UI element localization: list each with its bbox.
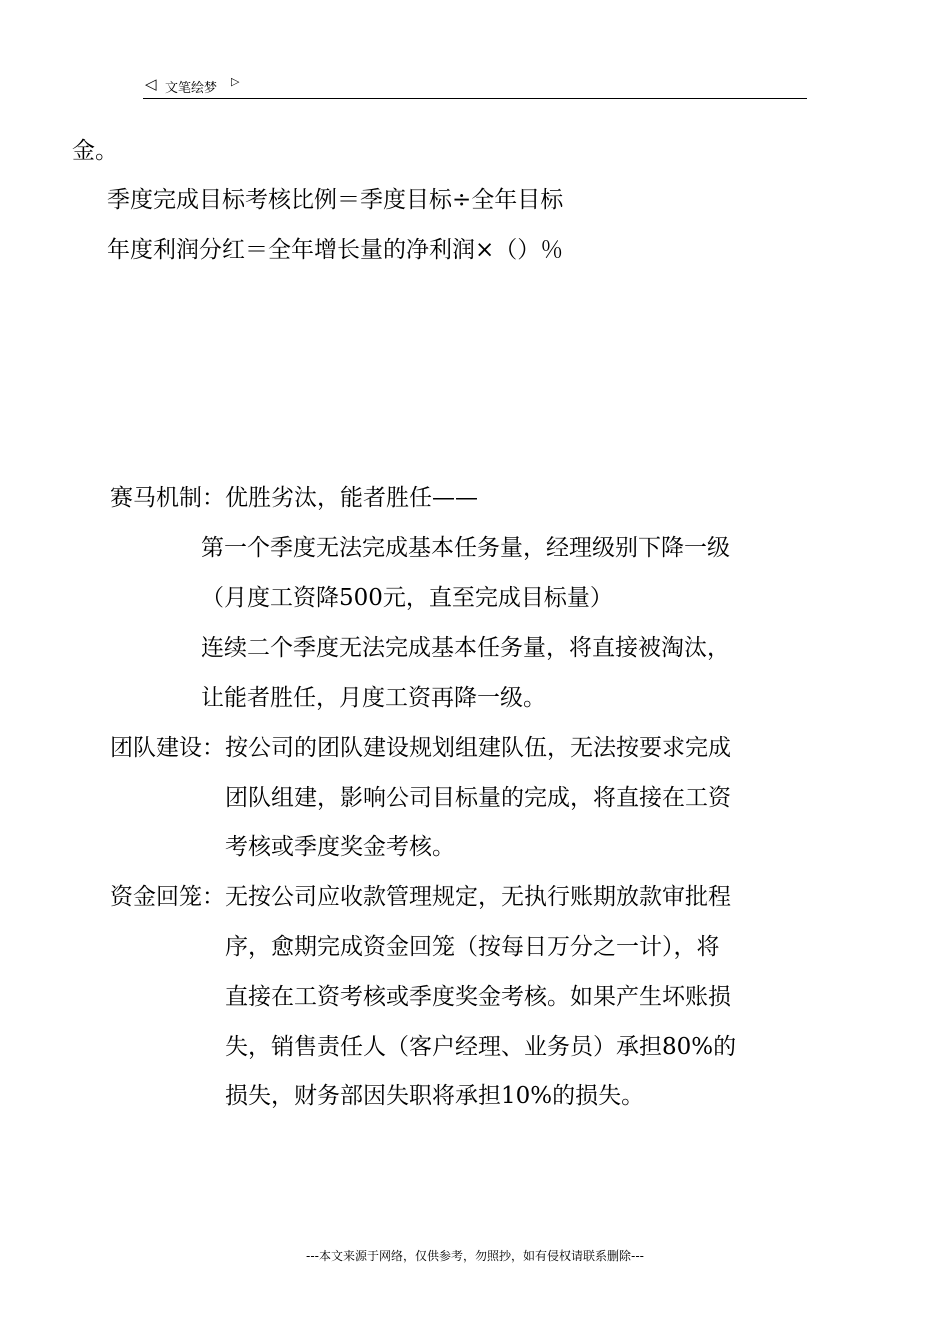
- page-header: [143, 73, 807, 99]
- text-line: 第一个季度无法完成基本任务量，经理级别下降一级: [201, 535, 730, 561]
- text-line: 连续二个季度无法完成基本任务量，将直接被淘汰，: [201, 635, 730, 661]
- section-heading-race-mechanism: 赛马机制：优胜劣汰，能者胜任——: [110, 485, 478, 511]
- text-line: 考核或季度奖金考核。: [225, 834, 455, 860]
- text-line: 金。: [72, 138, 118, 164]
- text-line: 损失，财务部因失职将承担10%的损失。: [225, 1083, 645, 1109]
- right-triangle-icon: ▷: [231, 75, 240, 88]
- page-footer: ---本文来源于网络，仅供参考，勿照抄，如有侵权请联系删除---: [306, 1249, 644, 1263]
- text-line: 季度完成目标考核比例＝季度目标÷全年目标: [107, 187, 564, 213]
- text-line: 失，销售责任人（客户经理、业务员）承担80%的: [225, 1034, 737, 1060]
- section-heading-team-building: 团队建设：按公司的团队建设规划组建队伍，无法按要求完成: [110, 735, 731, 761]
- text-line: （月度工资降500元，直至完成目标量）: [201, 585, 613, 611]
- text-line: 团队组建，影响公司目标量的完成，将直接在工资: [225, 785, 731, 811]
- section-heading-fund-recovery: 资金回笼：无按公司应收款管理规定，无执行账期放款审批程: [110, 884, 731, 910]
- header-title: 文笔绘梦: [165, 81, 218, 96]
- text-line: 序，愈期完成资金回笼（按每日万分之一计），将: [225, 934, 720, 960]
- text-line: 直接在工资考核或季度奖金考核。如果产生坏账损: [225, 984, 731, 1010]
- text-line: 年度利润分红＝全年增长量的净利润×（）％: [107, 237, 564, 263]
- text-line: 让能者胜任，月度工资再降一级。: [201, 685, 546, 711]
- left-triangle-icon: ◁: [145, 75, 157, 93]
